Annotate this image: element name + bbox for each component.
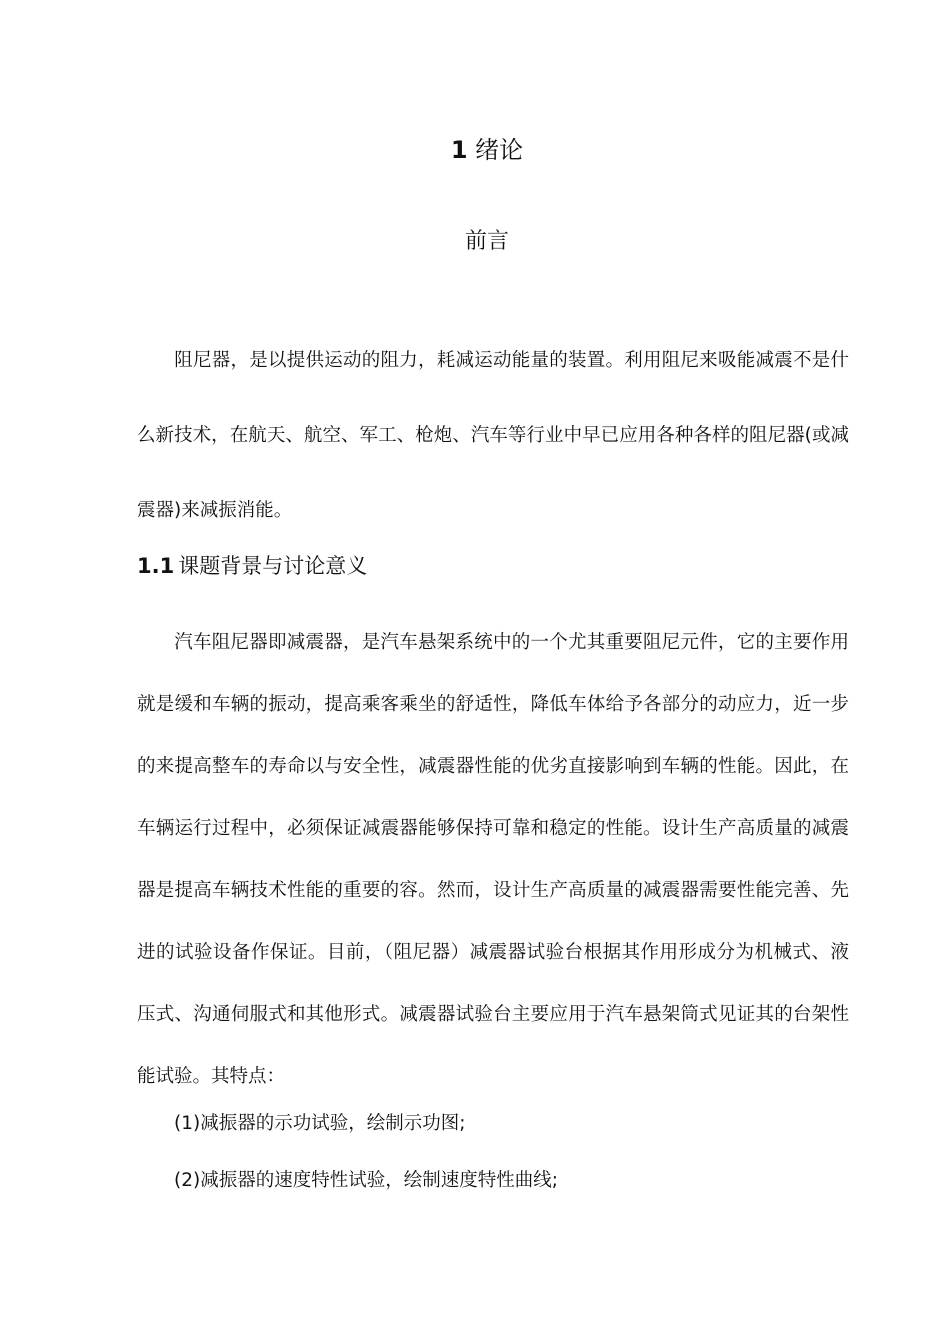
section-paragraph — [137, 612, 849, 1108]
section-number: 1.1 — [137, 554, 175, 578]
list-item: (2)减振器的速度特性试验，绘制速度特性曲线; — [174, 1170, 558, 1191]
section-title: 课题背景与讨论意义 — [178, 554, 368, 578]
list-item: (1)减振器的示功试验，绘制示功图; — [174, 1113, 466, 1134]
section-text: 汽车阻尼器即减震器，是汽车悬架系统中的一个尤其重要阻尼元件，它的主要作用就是缓和车辆的振动，提高乘客乘坐的舒适性，降低车体给予各部分的动应力，近一步的来提高整车的寿命以与安全性，减震器性能的优劣直接影响到车辆的性能。因此，在车辆运行过程中，必须保证减震器能够保持可靠和稳定的性能。设计生产高质量的减震器是提高车辆技术性能的重要的容。然而，设计生产高质量的减震器需要性能完善、先进的试验设备作保证。目前，（阻尼器）减震器试验台根据其作用形成分为机械式、液压式、沟通伺服式和其他形式。减震器试验台主要应用于汽车悬架筒式见证其的台架性能试验。其特点： — [137, 632, 849, 1087]
preface-heading: 前言 — [464, 229, 509, 254]
chapter-title: 绪论 — [475, 136, 524, 164]
chapter-heading — [0, 133, 950, 167]
chapter-number: 1 — [450, 136, 468, 164]
preface-text: 阻尼器，是以提供运动的阻力，耗减运动能量的装置。利用阻尼来吸能减震不是什么新技术，在航天、航空、军工、枪炮、汽车等行业中早已应用各种各样的阻尼器(或减震器)来减振消能。 — [137, 350, 849, 521]
preface-paragraph — [137, 323, 849, 548]
section-heading — [137, 550, 367, 582]
